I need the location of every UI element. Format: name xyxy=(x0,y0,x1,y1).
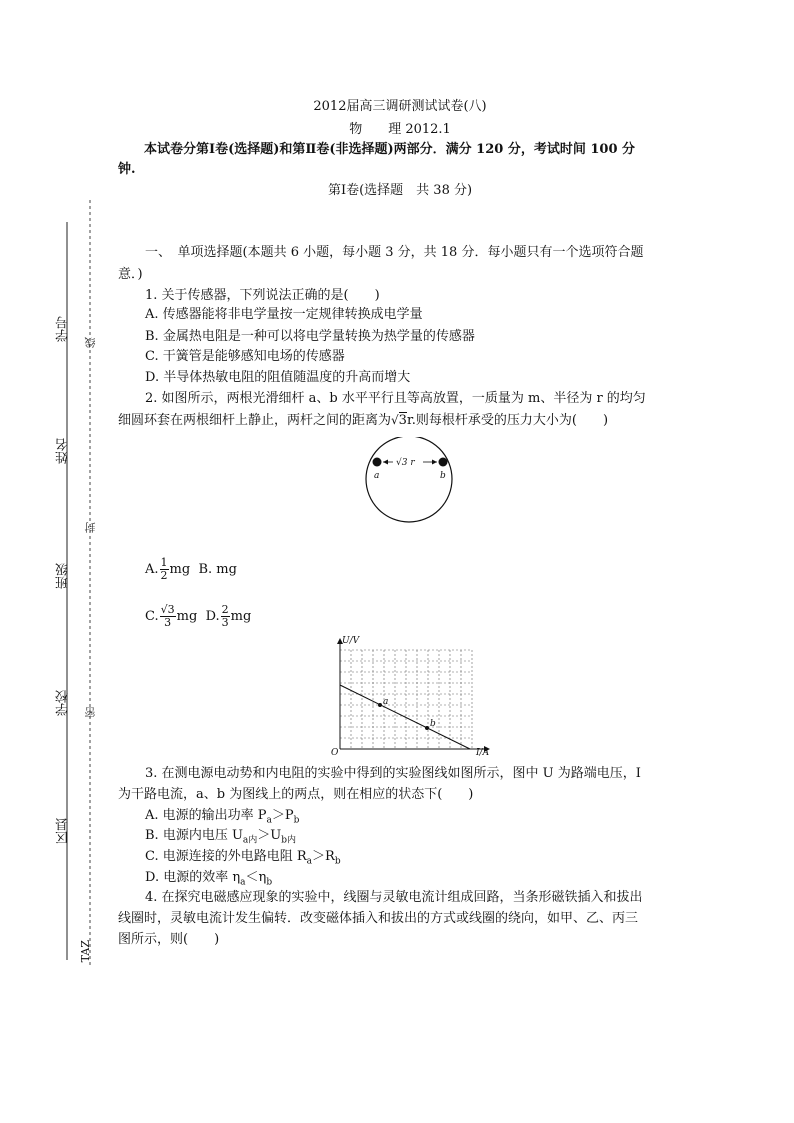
q3-a-sub-2: b xyxy=(293,815,300,826)
q2-stem-text-b: r.则每根杆承受的压力大小为( ) xyxy=(406,413,609,428)
q2-stem-text-a: 细圆环套在两根细杆上静止，两杆之间的距离为 xyxy=(118,413,392,428)
ring-distance-label: √3 r xyxy=(396,458,415,468)
q3-d-sub-2: b xyxy=(266,877,273,888)
q3-option-c xyxy=(145,849,341,870)
q2-c-num: √3 xyxy=(160,603,175,616)
q2-option-a-unit: mg xyxy=(169,562,191,577)
q2-a-den: 2 xyxy=(160,569,168,582)
q2-option-c-fraction xyxy=(160,604,176,629)
q4-stem-line-2: 线圈时，灵敏电流计发生偏转．改变磁体插入和拔出的方式或线圈的绕向，如甲、乙、丙三 xyxy=(118,911,639,926)
q2-option-a-fraction xyxy=(160,557,169,582)
q3-stem-line-2: 为干路电流，a、b 为图线上的两点，则在相应的状态下( ) xyxy=(118,787,474,802)
rod-b-label: b xyxy=(440,471,446,481)
q2-option-d-unit: mg xyxy=(230,609,252,624)
intro-line-1: 本试卷分第Ⅰ卷(选择题)和第Ⅱ卷(非选择题)两部分．满分 120 分，考试时间 100 分 xyxy=(144,142,636,157)
seal-secret-mark: 密 xyxy=(84,707,97,718)
q2-stem-line-1: 2. 如图所示，两根光滑细杆 a、b 水平平行且等高放置，一质量为 m、半径为 r 的均匀 xyxy=(145,391,646,406)
q3-option-d xyxy=(145,870,272,891)
q2-options-cd xyxy=(145,602,251,632)
q2-option-c-prefix: C. xyxy=(145,609,159,624)
ring-on-rods-figure xyxy=(357,437,467,537)
q3-b-sub-2: b内 xyxy=(281,835,297,846)
q2-options-ab xyxy=(145,556,237,584)
q1-stem: 1. 关于传感器，下列说法正确的是( ) xyxy=(145,288,380,303)
q3-option-b xyxy=(145,828,296,849)
q3-c-text: C. 电源连接的外电路电阻 R xyxy=(145,849,307,864)
q3-a-sub-1: a xyxy=(266,815,272,826)
subject-line: 物 理 2012.1 xyxy=(349,122,451,137)
graph-origin-label: O xyxy=(331,748,339,758)
margin-class-label: 班级 xyxy=(56,563,71,589)
graph-y-label: U/V xyxy=(342,636,360,646)
q4-stem-line-1: 4. 在探究电磁感应现象的实验中，线圈与灵敏电流计组成回路，当条形磁铁插入和拔出 xyxy=(145,890,643,905)
margin-district-label: 区县 xyxy=(56,818,71,844)
section-heading-line-1: 一、 单项选择题(本题共 6 小题，每小题 3 分，共 18 分．每小题只有一个选项符合题 xyxy=(145,245,644,260)
q1-option-b: B. 金属热电阻是一种可以将电学量转换为热学量的传感器 xyxy=(145,329,475,344)
margin-student-id-label: 学号 xyxy=(56,316,71,342)
q3-b-text: B. 电源内电压 U xyxy=(145,828,243,843)
intro-line-2: 钟. xyxy=(118,162,136,177)
graph-point-b-label: b xyxy=(430,719,436,729)
sqrt-sign-icon: √ xyxy=(391,413,399,427)
q2-option-c-unit: mg xyxy=(176,609,198,624)
q3-a-mid: ＞P xyxy=(271,808,294,823)
q2-stem-line-2 xyxy=(118,412,608,429)
rod-a-label: a xyxy=(374,471,380,481)
q2-option-b: B. mg xyxy=(198,562,237,577)
q2-option-d-fraction xyxy=(221,604,230,629)
exam-title: 2012届高三调研测试试卷(八) xyxy=(313,99,487,114)
margin-name-label: 姓名 xyxy=(56,438,71,464)
q3-b-mid: ＞U xyxy=(257,828,282,843)
q1-option-c: C. 干簧管是能够感知电场的传感器 xyxy=(145,349,345,364)
q3-c-sub-1: a xyxy=(306,856,313,867)
q2-d-num: 2 xyxy=(221,603,229,616)
margin-code-label: TAZ xyxy=(79,940,92,963)
graph-x-label: I/A xyxy=(476,748,490,758)
q2-option-d-prefix: D. xyxy=(205,609,220,624)
q3-b-sub-1: a内 xyxy=(242,835,258,846)
q2-d-den: 3 xyxy=(221,616,229,629)
part-title: 第Ⅰ卷(选择题 共 38 分) xyxy=(327,183,473,198)
q1-option-a: A. 传感器能将非电学量按一定规律转换成电学量 xyxy=(145,307,423,322)
q3-option-a xyxy=(145,808,299,829)
q2-sqrt-value: 3 xyxy=(398,413,407,428)
q3-c-sub-2: b xyxy=(334,856,341,867)
q3-c-mid: ＞R xyxy=(312,849,335,864)
q3-a-text: A. 电源的输出功率 P xyxy=(145,808,267,823)
seal-seal-mark: 封 xyxy=(84,522,97,533)
q3-d-sub-1: a xyxy=(240,877,246,888)
q2-c-den: 3 xyxy=(164,616,172,629)
q2-a-num: 1 xyxy=(160,556,168,569)
u-i-graph xyxy=(330,635,520,765)
q3-d-mid: ＜η xyxy=(245,870,267,885)
graph-point-a-label: a xyxy=(383,697,389,707)
q2-option-a-prefix: A. xyxy=(145,562,159,577)
q1-option-d: D. 半导体热敏电阻的阻值随温度的升高而增大 xyxy=(145,370,411,385)
q4-stem-line-3: 图所示，则( ) xyxy=(118,932,220,947)
margin-school-label: 学校 xyxy=(56,690,71,716)
q3-d-text: D. 电源的效率 η xyxy=(145,870,241,885)
q3-stem-line-1: 3. 在测电源电动势和内电阻的实验中得到的实验图线如图所示，图中 U 为路端电压，I xyxy=(145,766,641,781)
section-heading-line-2: 意．) xyxy=(118,267,143,282)
seal-line-mark: 线 xyxy=(84,337,97,348)
